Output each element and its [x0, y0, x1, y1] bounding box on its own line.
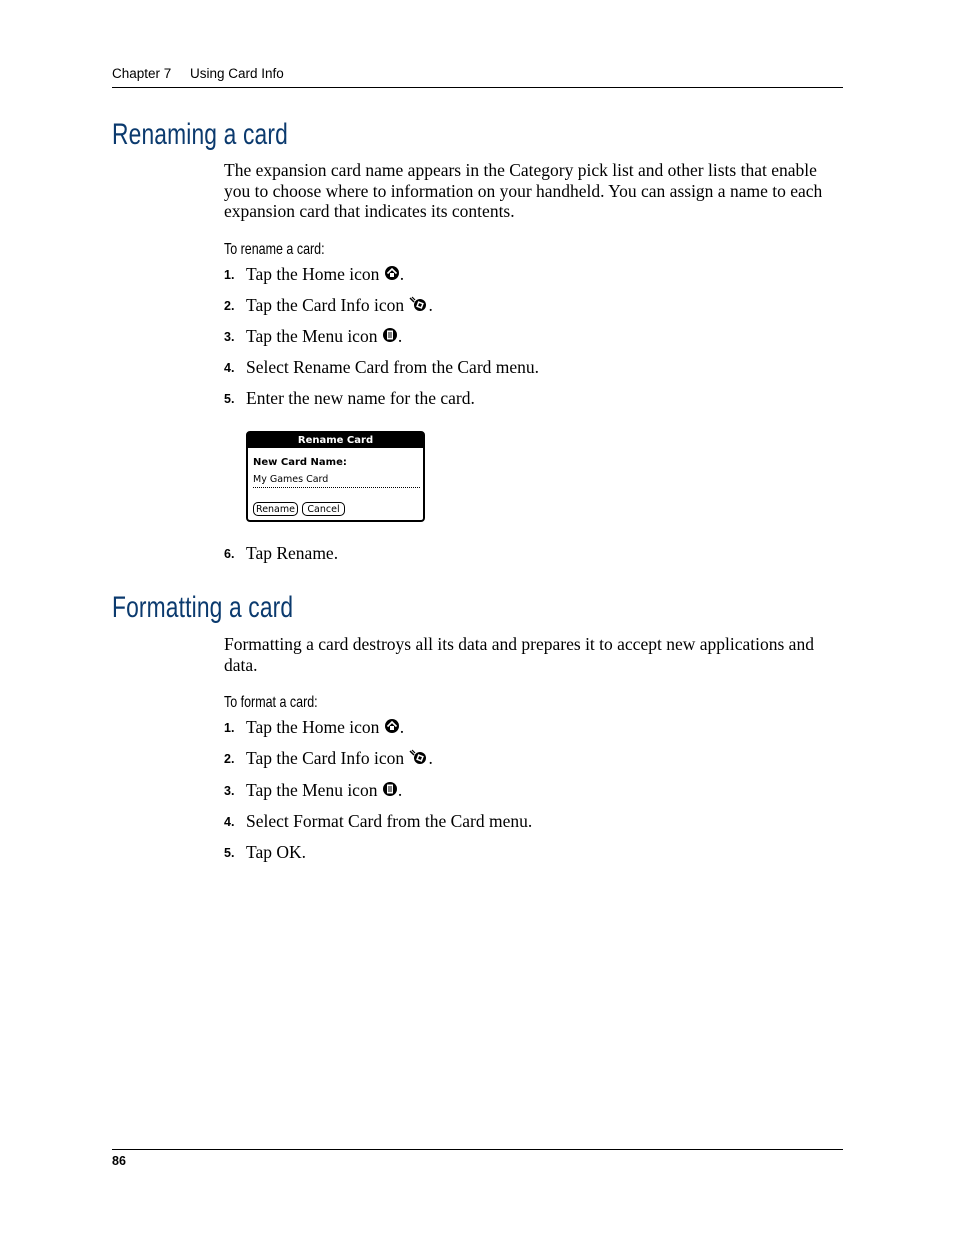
step-number: 5. [224, 846, 235, 860]
chapter-title: Using Card Info [190, 66, 284, 81]
section-heading-formatting: Formatting a card [112, 591, 294, 624]
step-text: Tap the Menu icon [246, 326, 378, 346]
card-info-icon [409, 296, 429, 317]
step-text: Tap the Card Info icon [246, 748, 405, 768]
home-icon [384, 718, 400, 739]
step-number: 2. [224, 752, 235, 766]
chapter-label: Chapter 7 [112, 66, 172, 81]
card-name-field[interactable]: My Games Card [253, 474, 420, 488]
step-number: 1. [224, 268, 235, 282]
rename-button[interactable]: Rename [253, 502, 298, 516]
section-body-renaming: The expansion card name appears in the Category pick list and other lists that enable you to choose where to information on your handheld. You can assign a name to each expansion card that indicates its contents. [224, 160, 823, 221]
step-text: Select Format Card from the Card menu. [246, 811, 533, 831]
section-heading-renaming: Renaming a card [112, 118, 288, 151]
section-body-formatting: Formatting a card destroys all its data and prepares it to accept new applications and data. [224, 634, 814, 675]
step-suffix: . [397, 780, 403, 800]
step-number: 5. [224, 392, 235, 406]
step-text: Enter the new name for the card. [246, 388, 475, 408]
step-number: 4. [224, 361, 235, 375]
step-number: 3. [224, 330, 235, 344]
card-info-icon [409, 749, 429, 770]
running-header [112, 66, 843, 88]
step-number: 6. [224, 547, 235, 561]
step-number: 4. [224, 815, 235, 829]
menu-icon [382, 781, 398, 802]
step-text: Tap Rename. [246, 543, 339, 563]
running-footer [112, 1149, 843, 1168]
step-suffix: . [428, 748, 433, 768]
procedure-heading-format: To format a card: [224, 694, 318, 711]
page-number: 86 [112, 1154, 126, 1168]
step-text: Tap the Card Info icon [246, 295, 405, 315]
step-text: Tap the Home icon [246, 717, 380, 737]
step-text: Tap the Menu icon [246, 780, 378, 800]
step-suffix: . [399, 264, 405, 284]
step-suffix: . [399, 717, 405, 737]
step-text: Tap OK. [246, 842, 307, 862]
step-suffix: . [428, 295, 433, 315]
card-name-label: New Card Name: [253, 457, 347, 468]
step-text: Tap the Home icon [246, 264, 380, 284]
step-number: 2. [224, 299, 235, 313]
step-number: 1. [224, 721, 235, 735]
procedure-heading-rename: To rename a card: [224, 241, 325, 258]
dialog-title: Rename Card [248, 433, 423, 448]
menu-icon [382, 327, 398, 348]
home-icon [384, 265, 400, 286]
step-number: 3. [224, 784, 235, 798]
step-text: Select Rename Card from the Card menu. [246, 357, 540, 377]
cancel-button[interactable]: Cancel [302, 502, 345, 516]
step-suffix: . [397, 326, 403, 346]
rename-card-dialog [246, 431, 425, 522]
